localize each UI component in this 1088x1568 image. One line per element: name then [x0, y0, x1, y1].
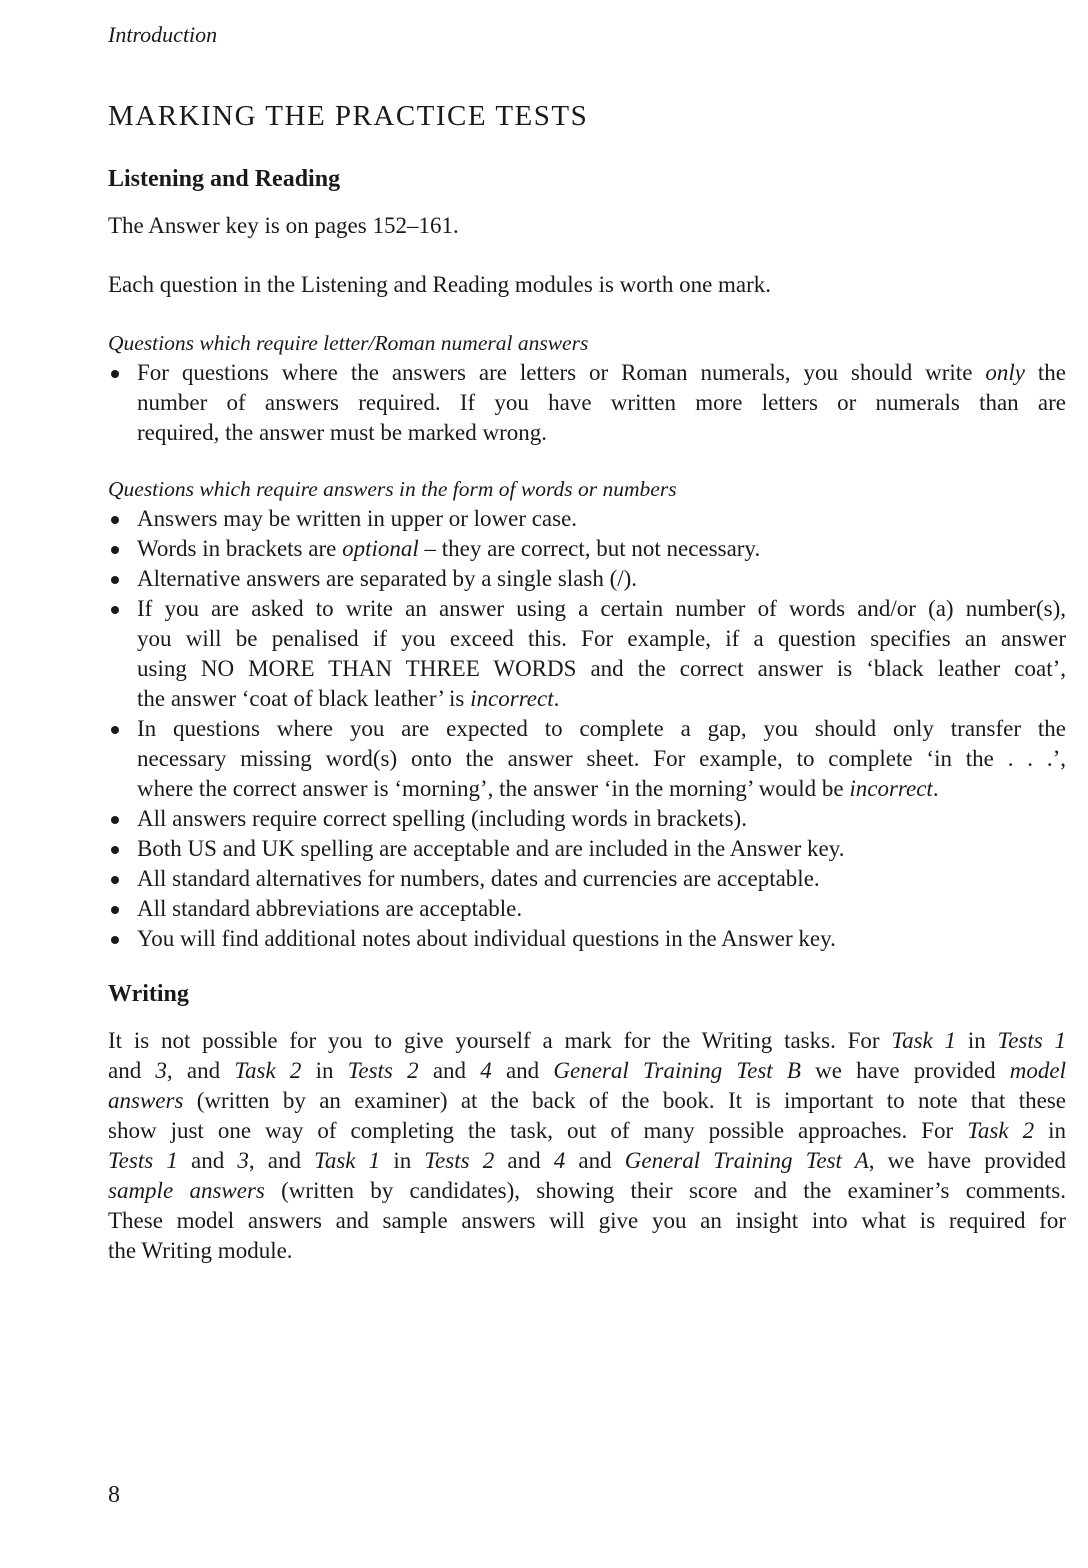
bullet-item: [108, 804, 1066, 834]
text: – they are correct, but not necessary.: [418, 536, 761, 561]
text-line: [137, 924, 1066, 954]
italic-text: 3: [237, 1148, 249, 1173]
bullet-icon: [111, 906, 119, 914]
bullet-item: [108, 714, 1066, 804]
subsection-letter-answers: [108, 328, 1066, 448]
text-line: [108, 1056, 1066, 1086]
text-line: [108, 1206, 1066, 1236]
italic-text: only: [985, 360, 1025, 385]
bullet-icon: [111, 726, 119, 734]
text-line: [137, 388, 1066, 418]
bullet-item: [108, 924, 1066, 954]
bullet-item: [108, 834, 1066, 864]
page-number: 8: [108, 1482, 120, 1508]
bullet-icon: [111, 876, 119, 884]
text-line: [108, 1086, 1066, 1116]
text: In questions where you are expected to complete a gap, you should only transfer the: [137, 716, 1066, 741]
text: and: [418, 1058, 481, 1083]
italic-text: Task 1: [891, 1028, 957, 1053]
italic-text: incorrect: [470, 686, 554, 711]
bullet-item: [108, 534, 1066, 564]
bullet-item: [108, 864, 1066, 894]
bullet-item: [108, 504, 1066, 534]
text: in: [1034, 1118, 1066, 1143]
bullet-list-letter-answers: [108, 358, 1066, 448]
text: show just one way of completing the task, out of many possible approaches. For: [108, 1118, 968, 1143]
subheading-letter-answers: Questions which require letter/Roman numeral answers: [108, 331, 589, 355]
bullet-item: [108, 894, 1066, 924]
text: All answers require correct spelling (including words in brackets).: [137, 806, 747, 831]
running-head: Introduction: [108, 22, 218, 47]
italic-text: Task 1: [314, 1148, 381, 1173]
italic-text: Tests 1: [108, 1148, 178, 1173]
text-line: [137, 804, 1066, 834]
text: using NO MORE THAN THREE WORDS and the correct answer is ‘black leather coat’,: [137, 656, 1066, 681]
text-line: [137, 594, 1066, 624]
text: the Writing module.: [108, 1238, 293, 1263]
italic-text: incorrect: [849, 776, 933, 801]
bullet-icon: [111, 576, 119, 584]
text: All standard abbreviations are acceptable.: [137, 896, 523, 921]
text: the: [1024, 360, 1066, 385]
answer-key-pages: [108, 211, 1066, 241]
bullet-icon: [111, 516, 119, 524]
text: in: [301, 1058, 348, 1083]
text-line: [108, 1236, 1066, 1266]
subheading-word-answers: Questions which require answers in the form of words or numbers: [108, 477, 677, 501]
text: and: [494, 1148, 554, 1173]
italic-text: model: [1009, 1058, 1067, 1083]
page-title: MARKING THE PRACTICE TESTS: [108, 100, 589, 132]
italic-text: Tests 2: [424, 1148, 495, 1173]
italic-text: Task 2: [967, 1118, 1035, 1143]
text: If you are asked to write an answer using a certain number of words and/or (a) number(s),: [137, 596, 1066, 621]
bullet-icon: [111, 370, 119, 378]
text-line: [108, 270, 1066, 300]
text: (written by an examiner) at the back of the book. It is important to note that these: [183, 1088, 1066, 1113]
writing-paragraph: [108, 1026, 1066, 1266]
text: and: [177, 1148, 238, 1173]
text-line: [137, 564, 1066, 594]
italic-text: 3: [155, 1058, 167, 1083]
text-line: [137, 418, 1066, 448]
text: and: [108, 1058, 156, 1083]
text: Answers may be written in upper or lower case.: [137, 506, 578, 531]
text-line: [108, 1116, 1066, 1146]
text: where the correct answer is ‘morning’, the answer ‘in the morning’ would be: [137, 776, 850, 801]
text: required, the answer must be marked wrong.: [137, 420, 548, 445]
text: Each question in the Listening and Reading modules is worth one mark.: [108, 272, 772, 297]
text: These model answers and sample answers will give you an insight into what is required for: [108, 1208, 1066, 1233]
text: (written by candidates), showing their score and the examiner’s comments.: [264, 1178, 1067, 1203]
text: .: [932, 776, 939, 801]
text-line: [137, 894, 1066, 924]
bullet-list-word-answers: [108, 504, 1066, 954]
text-line: [137, 654, 1066, 684]
text-line: [137, 714, 1066, 744]
marks-note: [108, 270, 1066, 300]
text: and: [491, 1058, 554, 1083]
text: All standard alternatives for numbers, dates and currencies are acceptable.: [137, 866, 820, 891]
bullet-icon: [111, 846, 119, 854]
text: , and: [248, 1148, 315, 1173]
text-line: [137, 864, 1066, 894]
italic-text: Tests 1: [997, 1028, 1066, 1053]
text: It is not possible for you to give yourself a mark for the Writing tasks. For: [108, 1028, 892, 1053]
text: , we have provided: [868, 1148, 1066, 1173]
text: we have provided: [800, 1058, 1010, 1083]
italic-text: Tests 2: [347, 1058, 419, 1083]
text: number of answers required. If you have written more letters or numerals than are: [137, 390, 1066, 415]
text: For questions where the answers are letters or Roman numerals, you should write: [137, 360, 986, 385]
italic-text: General Training Test B: [553, 1058, 801, 1083]
text-line: [137, 624, 1066, 654]
italic-text: General Training Test A: [624, 1148, 869, 1173]
text: .: [553, 686, 560, 711]
text: the answer ‘coat of black leather’ is: [137, 686, 471, 711]
text-line: [108, 1176, 1066, 1206]
text-line: [137, 744, 1066, 774]
text-line: [137, 358, 1066, 388]
bullet-icon: [111, 546, 119, 554]
bullet-item: [108, 594, 1066, 714]
text: You will find additional notes about individual questions in the Answer key.: [137, 926, 836, 951]
bullet-icon: [111, 936, 119, 944]
text: Both US and UK spelling are acceptable and are included in the Answer key.: [137, 836, 845, 861]
text-line: [108, 1026, 1066, 1056]
italic-text: 4: [553, 1148, 566, 1173]
text-line: [108, 211, 1066, 241]
text: in: [380, 1148, 425, 1173]
italic-text: 4: [480, 1058, 492, 1083]
text-line: [137, 774, 1066, 804]
subsection-word-answers: [108, 474, 1066, 954]
section-heading-writing: Writing: [108, 981, 189, 1007]
italic-text: answers: [108, 1088, 184, 1113]
text-line: [137, 534, 1066, 564]
text: necessary missing word(s) onto the answer sheet. For example, to complete ‘in the . . .’,: [137, 746, 1066, 771]
text-line: [137, 504, 1066, 534]
italic-text: Task 2: [234, 1058, 302, 1083]
bullet-icon: [111, 816, 119, 824]
text-line: [108, 1146, 1066, 1176]
bullet-item: [108, 564, 1066, 594]
italic-text: optional: [342, 536, 419, 561]
bullet-item: [108, 358, 1066, 448]
text: in: [956, 1028, 998, 1053]
bullet-icon: [111, 606, 119, 614]
text: you will be penalised if you exceed this. For example, if a question specifies an answer: [137, 626, 1066, 651]
italic-text: sample answers: [108, 1178, 265, 1203]
text: , and: [166, 1058, 235, 1083]
text: Alternative answers are separated by a single slash (/).: [137, 566, 638, 591]
text: Words in brackets are: [137, 536, 343, 561]
text: The Answer key is on pages 152–161.: [108, 213, 459, 238]
text-line: [137, 834, 1066, 864]
section-heading-listening-reading: Listening and Reading: [108, 166, 341, 192]
text: and: [565, 1148, 625, 1173]
text-line: [137, 684, 1066, 714]
